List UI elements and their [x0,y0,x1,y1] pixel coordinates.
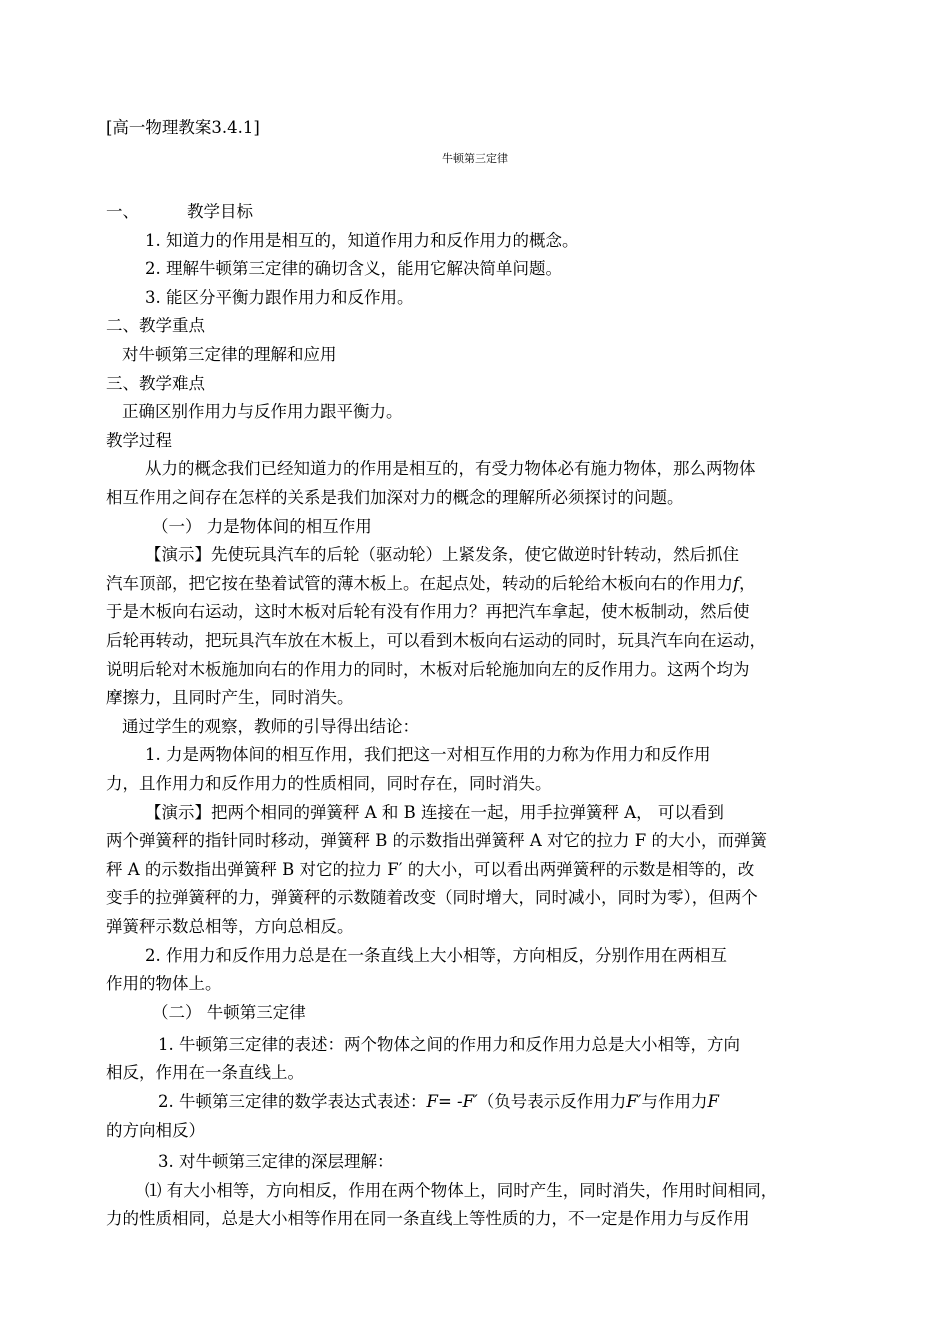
conclusion1-line-2: 力，且作用力和反作用力的性质相同，同时存在，同时消失。 [106,774,552,793]
section2-heading: 二、教学重点 [106,316,205,335]
law-formula: F= -F′ [426,1092,478,1111]
law-item2-prefix: 2. 牛顿第三定律的数学表达式表述： [158,1092,427,1111]
conclusion2-line-2: 作用的物体上。 [106,974,222,993]
law-item1-line-1: 1. 牛顿第三定律的表述：两个物体之间的作用力和反作用力总是大小相等，方向 [158,1035,740,1054]
part2-heading: （二） 牛顿第三定律 [152,1003,306,1022]
objective-2: 2. 理解牛顿第三定律的确切含义，能用它解决简单问题。 [145,259,562,278]
section2-body: 对牛顿第三定律的理解和应用 [122,345,337,364]
objective-1: 1. 知道力的作用是相互的，知道作用力和反作用力的概念。 [145,231,579,250]
header-tag: [高一物理教案3.4.1] [106,118,260,137]
section3-heading: 三、教学难点 [106,374,205,393]
section1-heading [106,198,253,226]
law-item3: 3. 对牛顿第三定律的深层理解： [158,1152,394,1171]
demo2-line-2: 两个弹簧秤的指针同时移动，弹簧秤 B 的示数指出弹簧秤 A 对它的拉力 F 的大小，而弹簧 [106,831,767,850]
page-title: 牛顿第三定律 [442,152,508,165]
demo2-line-1: 【演示】把两个相同的弹簧秤 A 和 B 连接在一起，用手拉弹簧秤 A， 可以看到 [145,803,724,822]
section1-number: 一、 [106,202,139,221]
demo1-var-suffix: ， [739,574,756,593]
law-item2-mid2: 与作用力 [641,1092,708,1111]
demo1-line-5: 说明后轮对木板施加向右的作用力的同时，木板对后轮施加向左的反作用力。这两个均为 [106,660,750,679]
demo2-line-5: 弹簧秤示数总相等，方向总相反。 [106,917,354,936]
demo2-line-4: 变手的拉弹簧秤的力，弹簧秤的示数随着改变（同时增大，同时减小，同时为零），但两个 [106,888,758,907]
process-intro-line-1: 从力的概念我们已经知道力的作用是相互的，有受力物体必有施力物体，那么两物体 [145,459,756,478]
observe-line: 通过学生的观察，教师的引导得出结论： [122,717,419,736]
law-item3-sub-line-1: ⑴ 有大小相等，方向相反，作用在两个物体上，同时产生，同时消失，作用时间相同， [145,1181,778,1200]
demo2-line-3: 秤 A 的示数指出弹簧秤 B 对它的拉力 F′ 的大小，可以看出两弹簧秤的示数是相等的，改 [106,860,755,879]
law-item2-line-1 [158,1088,719,1116]
demo1-var-f: f [733,574,740,593]
law-item1-line-2: 相反，作用在一条直线上。 [106,1063,304,1082]
demo1-line-4: 后轮再转动，把玩具汽车放在木板上，可以看到木板向右运动的同时，玩具汽车向在运动， [106,631,766,650]
demo1-line-1: 【演示】先使玩具汽车的后轮（驱动轮）上紧发条，使它做逆时针转动，然后抓住 [145,545,739,564]
conclusion1-line-1: 1. 力是两物体间的相互作用，我们把这一对相互作用的力称为作用力和反作用 [145,745,711,764]
law-var-f-prime: F′ [626,1092,642,1111]
part1-heading: （一） 力是物体间的相互作用 [152,517,372,536]
demo1-line-2-text: 汽车顶部，把它按在垫着试管的薄木板上。在起点处，转动的后轮给木板向右的作用力 [106,574,733,593]
law-item2-mid: （负号表示反作用力 [477,1092,627,1111]
section3-body: 正确区别作用力与反作用力跟平衡力。 [122,402,403,421]
law-var-f: F [707,1092,719,1111]
demo1-line-6: 摩擦力，且同时产生，同时消失。 [106,688,354,707]
conclusion2-line-1: 2. 作用力和反作用力总是在一条直线上大小相等，方向相反，分别作用在两相互 [145,946,727,965]
process-heading: 教学过程 [106,431,172,450]
demo1-line-2 [106,570,756,598]
law-item3-sub-line-2: 力的性质相同，总是大小相等作用在同一条直线上等性质的力，不一定是作用力与反作用 [106,1209,750,1228]
process-intro-line-2: 相互作用之间存在怎样的关系是我们加深对力的概念的理解所必须探讨的问题。 [106,488,684,507]
section1-title: 教学目标 [187,202,253,221]
law-item2-line-2: 的方向相反） [106,1121,205,1140]
demo1-line-3: 于是木板向右运动，这时木板对后轮有没有作用力？再把汽车拿起，使木板制动，然后使 [106,602,750,621]
objective-3: 3. 能区分平衡力跟作用力和反作用。 [145,288,414,307]
